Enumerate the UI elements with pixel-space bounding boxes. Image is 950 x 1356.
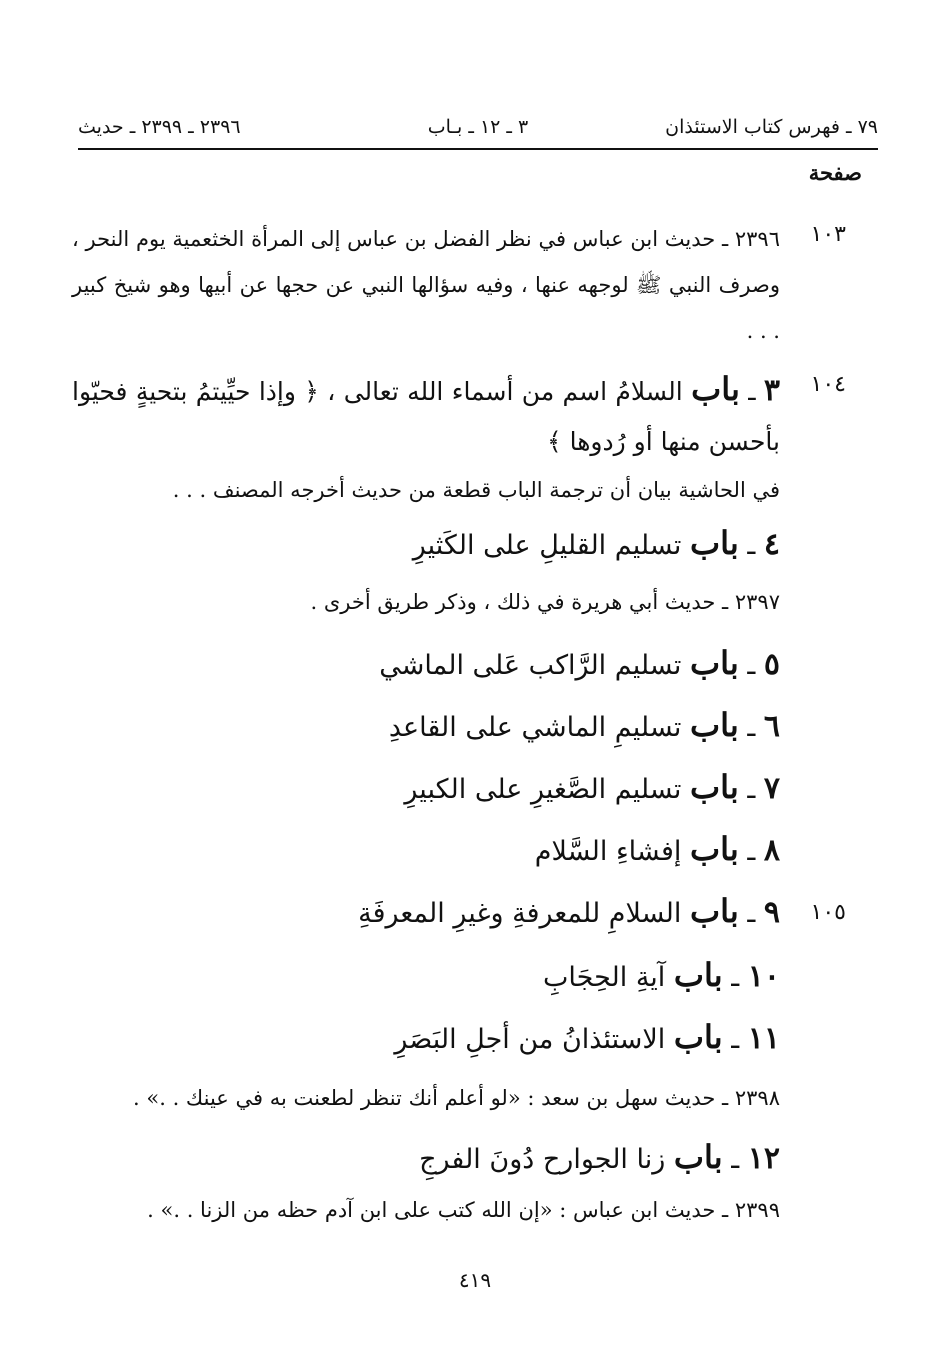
header-hadith-range: ٢٣٩٦ ـ ٢٣٩٩ ـ حديث (78, 116, 241, 138)
chapter-title: السلامِ للمعرفةِ وغيرِ المعرفَةِ (358, 898, 682, 929)
chapter-word: باب (673, 1138, 723, 1176)
chapter-title: تسليم القليلِ على الكَثيرِ (412, 530, 682, 561)
chapter-title: إفشاءِ السَّلام (534, 836, 682, 867)
chapter-word: باب (673, 956, 723, 994)
chapter-number: ٣ (763, 373, 780, 408)
footnote-entry: في الحاشية بيان أن ترجمة الباب قطعة من حديث أخرجه المصنف . . . (172, 478, 780, 502)
chapter-number: ٦ (763, 709, 780, 744)
hadith-entry: ٢٣٩٧ ـ حديث أبي هريرة في ذلك ، وذكر طريق أخرى . (310, 590, 780, 614)
header-chapter-range: ٣ ـ ١٢ ـ بـاب (427, 116, 529, 138)
chapter-heading: ٩ ـ باب السلامِ للمعرفةِ وغيرِ المعرفَةِ (358, 892, 780, 930)
hadith-entry: ٢٣٩٩ ـ حديث ابن عباس : «إن الله كتب على ابن آدم حظه من الزنا . .» . (147, 1198, 780, 1222)
chapter-number: ١١ (747, 1021, 780, 1056)
chapter-title: آيةِ الحِجَابِ (543, 962, 666, 993)
chapter-heading: ٥ ـ باب تسليم الرَّاكب عَلى الماشي (379, 644, 780, 682)
chapter-heading: ٣ ـ باب السلامُ اسم من أسماء الله تعالى ، ﴿ وإذا حيِّيتمُ بتحيةٍ فحيّوا بأحسن منها أو رُدوها ﴾ (72, 370, 780, 456)
chapter-heading: ٨ ـ باب إفشاءِ السَّلام (534, 830, 780, 868)
chapter-word: باب (690, 768, 739, 806)
chapter-heading: ١٢ ـ باب زنا الجوارح دُونَ الفرجِ (419, 1138, 780, 1176)
chapter-title: تسليم الصَّغيرِ على الكبيرِ (404, 774, 682, 805)
chapter-number: ٨ (763, 833, 780, 868)
chapter-title: تسليمِ الماشي على القاعدِ (388, 712, 682, 743)
chapter-word: باب (690, 524, 739, 562)
chapter-word: باب (691, 370, 740, 408)
running-header (78, 112, 878, 150)
chapter-heading: ٦ ـ باب تسليمِ الماشي على القاعدِ (388, 706, 780, 744)
page-reference: ١٠٥ (810, 900, 846, 925)
chapter-word: باب (690, 830, 739, 868)
header-book-title: ٧٩ ـ فهرس كتاب الاستئذان (665, 116, 878, 138)
chapter-heading: ١٠ ـ باب آيةِ الحِجَابِ (543, 956, 780, 994)
chapter-number: ٧ (763, 771, 780, 806)
chapter-word: باب (690, 644, 739, 682)
chapter-number: ١٢ (747, 1141, 780, 1176)
chapter-title: الاستئذانُ من أجلِ البَصَرِ (394, 1024, 666, 1055)
chapter-number: ٤ (763, 527, 780, 562)
chapter-title: زنا الجوارح دُونَ الفرجِ (419, 1144, 666, 1175)
chapter-title: السلامُ اسم من أسماء الله تعالى ، ﴿ وإذا حيِّيتمُ بتحيةٍ فحيّوا بأحسن منها أو رُدوها ﴾ (72, 377, 780, 456)
chapter-heading: ١١ ـ باب الاستئذانُ من أجلِ البَصَرِ (394, 1018, 780, 1056)
chapter-heading: ٧ ـ باب تسليم الصَّغيرِ على الكبيرِ (404, 768, 780, 806)
chapter-number: ٥ (763, 647, 780, 682)
page-number: ٤١٩ (458, 1268, 492, 1292)
chapter-number: ٩ (763, 895, 780, 930)
hadith-entry: ٢٣٩٨ ـ حديث سهل بن سعد : «لو أعلم أنك تنظر لطعنت به في عينك . .» . (133, 1086, 780, 1110)
chapter-word: باب (673, 1018, 723, 1056)
chapter-number: ١٠ (747, 959, 780, 994)
chapter-heading: ٤ ـ باب تسليم القليلِ على الكَثيرِ (412, 524, 780, 562)
page-reference: ١٠٤ (810, 372, 846, 397)
chapter-word: باب (690, 892, 739, 930)
hadith-entry: ٢٣٩٦ ـ حديث ابن عباس في نظر الفضل بن عباس إلى المرأة الخثعمية يوم النحر ، وصرف النبي ﷺ لوجهه عنها ، وفيه سؤالها النبي عن حجها عن أبيها وهو شيخ كبير . . . (72, 227, 780, 343)
chapter-title: تسليم الرَّاكب عَلى الماشي (379, 650, 682, 681)
chapter-word: باب (690, 706, 739, 744)
page-reference: ١٠٣ (810, 222, 846, 247)
page-column-label: صفحة (808, 160, 862, 185)
